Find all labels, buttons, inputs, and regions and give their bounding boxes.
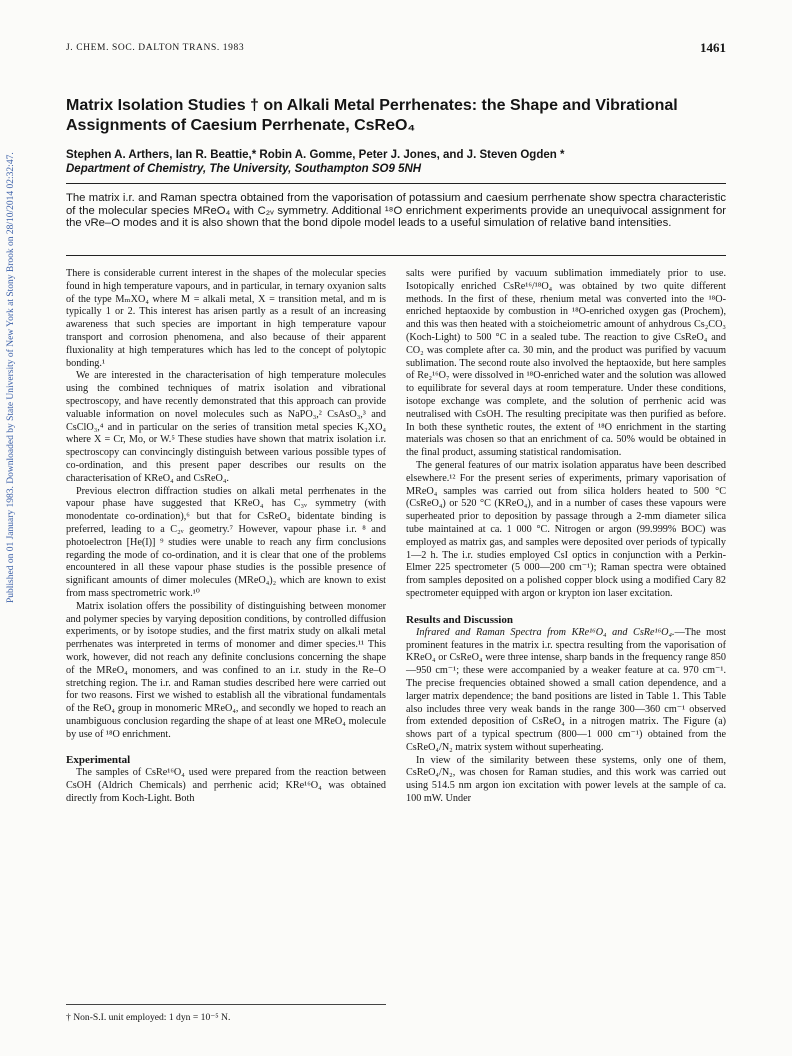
body-paragraph: Infrared and Raman Spectra from KRe¹⁶O₄ and CsRe¹⁶O₄.—The most prominent features in the matrix i.r. spectra resulting from the vaporisation of KReO₄ or CsReO₄ were three intense, sharp bands in the frequency range 850—950 cm⁻¹; these were accompanied by a weaker feature at ca. 970 cm⁻¹. The precise frequencies obtained showed a small cation dependence, and a larger matrix dependence; the band positions are listed in Table 1. This Table also includes three very weak bands in the range 300—360 cm⁻¹ observed from extended deposition of CsReO₄ in a nitrogen matrix. The Figure (a) shows part of a typical spectrum (800—1 000 cm⁻¹) obtained from the CsReO₄/N₂ matrix system without superheating. <box>406 626 726 753</box>
abstract-bottom-rule <box>66 255 726 256</box>
left-column <box>66 268 386 806</box>
running-header <box>66 40 726 58</box>
author-list: Stephen A. Arthers, Ian R. Beattie,* Robin A. Gomme, Peter J. Jones, and J. Steven Ogden * <box>66 149 565 161</box>
subsection-heading: Infrared and Raman Spectra from KRe¹⁶O₄ and CsRe¹⁶O₄. <box>416 626 675 638</box>
body-paragraph: Matrix isolation offers the possibility of distinguishing between monomer and polymer species by varying deposition conditions, by controlled diffusion experiments, or by isotope studies, and the first matrix study on alkali metal perrhenates was interpreted in terms of monomer and dimer species.¹¹ This work, however, did not reach any definite conclusions concerning the shape of the MReO₄ monomers, and was confined to an i.r. study in the Re–O stretching region. The i.r. and Raman studies described here were carried out for two reasons. First we wished to establish all the vibrational fundamentals of the ReO₄ group in monomeric MReO₄, and secondly we hoped to reach an unambiguous conclusion regarding the shape of at least one MReO₄ molecule by use of ¹⁸O enrichment. <box>66 600 386 740</box>
article-title: Matrix Isolation Studies † on Alkali Metal Perrhenates: the Shape and Vibrational Assignments of Caesium Perrhenate, CsReO₄ <box>66 97 678 134</box>
results-text: The most prominent features in the matrix i.r. spectra resulting from the vaporisation of KReO₄ or CsReO₄ were three intense, sharp bands in the frequency range 850—950 cm⁻¹; these were accompanied by a weaker feature at ca. 970 cm⁻¹. The precise frequencies obtained showed a small cation dependence, and a larger matrix dependence; the band positions are listed in Table 1. This Table also includes three very weak bands in the range 300—360 cm⁻¹ observed from extended deposition of CsReO₄ in a nitrogen matrix. The Figure (a) shows part of a typical spectrum (800—1 000 cm⁻¹) obtained from the CsReO₄/N₂ matrix system without superheating. <box>406 626 726 753</box>
affiliation: Department of Chemistry, The University, Southampton SO9 5NH <box>66 163 422 175</box>
section-heading-results: Results and Discussion <box>406 613 513 626</box>
journal-name: J. CHEM. SOC. DALTON TRANS. 1983 <box>66 43 245 53</box>
section-heading-experimental: Experimental <box>66 754 131 767</box>
body-paragraph: In view of the similarity between these systems, only one of them, CsReO₄/N₂, was chosen for Raman studies, and this work was carried out using 514.5 nm argon ion excitation with power levels at the sample of ca. 100 mW. Under <box>406 754 726 805</box>
footnote-rule <box>66 1004 386 1005</box>
right-column <box>406 268 726 806</box>
footnote: † Non-S.I. unit employed: 1 dyn = 10⁻⁵ N. <box>66 1012 231 1023</box>
body-paragraph: We are interested in the characterisation of high temperature molecules using the combined techniques of matrix isolation and vibrational spectroscopy, and have recently demonstrated that this approach can provide valuable information on novel molecules such as NaPO₃,² CsAsO₃,³ and CsClO₃,⁴ and in particular on the series of transition metal species K₂XO₄ where X = Cr, Mo, or W.⁵ These studies have shown that matrix isolation i.r. spectroscopy can convincingly distinguish between various possible types of co-ordination, and this present paper describes our results on the characterisation of KReO₄ and CsReO₄. <box>66 370 386 484</box>
body-paragraph: There is considerable current interest in the shapes of the molecular species found in high temperature vapours, and in particular, in ternary oxyanion salts of the type MₘXO₄ where M = alkali metal, X = transition metal, and m is typically 1 or 2. This interest has arisen partly as a result of an increasing awareness that such species are important in high temperature vapour transport and corrosion phenomena, and also because of their apparent fluxionality at high temperatures which has led to the concept of polytopic bonding.¹ <box>66 268 386 369</box>
download-stamp: Published on 01 January 1983. Downloaded by State University of New York at Stony Brook on 28/10/2014 02:32:47. <box>6 152 16 604</box>
body-paragraph: Previous electron diffraction studies on alkali metal perrhenates in the vapour phase have suggested that KReO₄ has C₃ᵥ symmetry (with monodentate co-ordination),⁶ but that for CsReO₄ bidentate binding is preferred, leading to a C₂ᵥ geometry.⁷ However, vapour phase i.r. ⁸ and photoelectron [He(I)] ⁹ studies were unable to reach any firm conclusions regarding the mode of co-ordination, and it is clear that one of the problems encountered in all these vapour phase studies is the possible presence of significant amounts of dimer molecules (MReO₄)₂ which are known to exist from mass spectrometric work.¹⁰ <box>66 485 386 599</box>
page-number: 1461 <box>700 40 726 55</box>
body-paragraph: salts were purified by vacuum sublimation immediately prior to use. Isotopically enriched CsRe¹⁶/¹⁸O₄ was obtained by two quite different methods. In the first of these, rhenium metal was converted into the ¹⁸O-enriched heptaoxide by combustion in ¹⁸O-enriched oxygen gas (Prochem), and this was then heated with a stoicheiometric amount of anhydrous Cs₂CO₃ (Koch-Light) to 500 °C in a sealed tube. The reaction to give CsReO₄ and CO₂ was complete after ca. 30 min, and the product was purified by vacuum sublimation. The second route also involved the heptaoxide, but here samples of Re₂¹⁶O₇ were dissolved in ¹⁸O-enriched water and the solution was allowed to equilibrate for several days at room temperature. Under these conditions, isotope exchange was complete, and the solution of perrhenic acid was neutralised with CsOH. The resulting precipitate was then purified as before. In both these synthetic routes, the extent of ¹⁸O enrichment in the starting materials was chosen so that an enrichment of ca. 50% would be obtained in the final product, assuming statistical randomisation. <box>406 268 726 459</box>
body-paragraph: The general features of our matrix isolation apparatus have been described elsewhere.¹² For the present series of experiments, primary vaporisation of MReO₄ samples was carried out from silica holders heated to 500 °C (CsReO₄) or 520 °C (KReO₄), and in a number of cases these vapours were superheated prior to deposition by passage through a 2-mm diameter silica tube maintained at ca. 1 000 °C. Nitrogen or argon (99.999% BOC) was employed as matrix gas, and samples were deposited over periods of typically 1—2 h. The i.r. studies employed CsI optics in conjunction with a Perkin-Elmer 225 spectrometer (5 000—200 cm⁻¹); Raman spectra were obtained from samples deposited on a polished copper block using a modified Cary 82 spectrometer equipped with argon or krypton ion laser excitation. <box>406 459 726 599</box>
abstract-top-rule <box>66 183 726 184</box>
abstract: The matrix i.r. and Raman spectra obtained from the vaporisation of potassium and caesium perrhenate show spectra characteristic of the molecular species MReO₄ with C₂ᵥ symmetry. Additional ¹⁸O enrichment experiments provide an unequivocal assignment for the νRe–O modes and it is also shown that the bond dipole model leads to a useful simulation of relative band intensities. <box>66 192 726 230</box>
body-paragraph: The samples of CsRe¹⁶O₄ used were prepared from the reaction between CsOH (Aldrich Chemicals) and perrhenic acid; KRe¹⁶O₄ was obtained directly from Koch-Light. Both <box>66 767 386 805</box>
